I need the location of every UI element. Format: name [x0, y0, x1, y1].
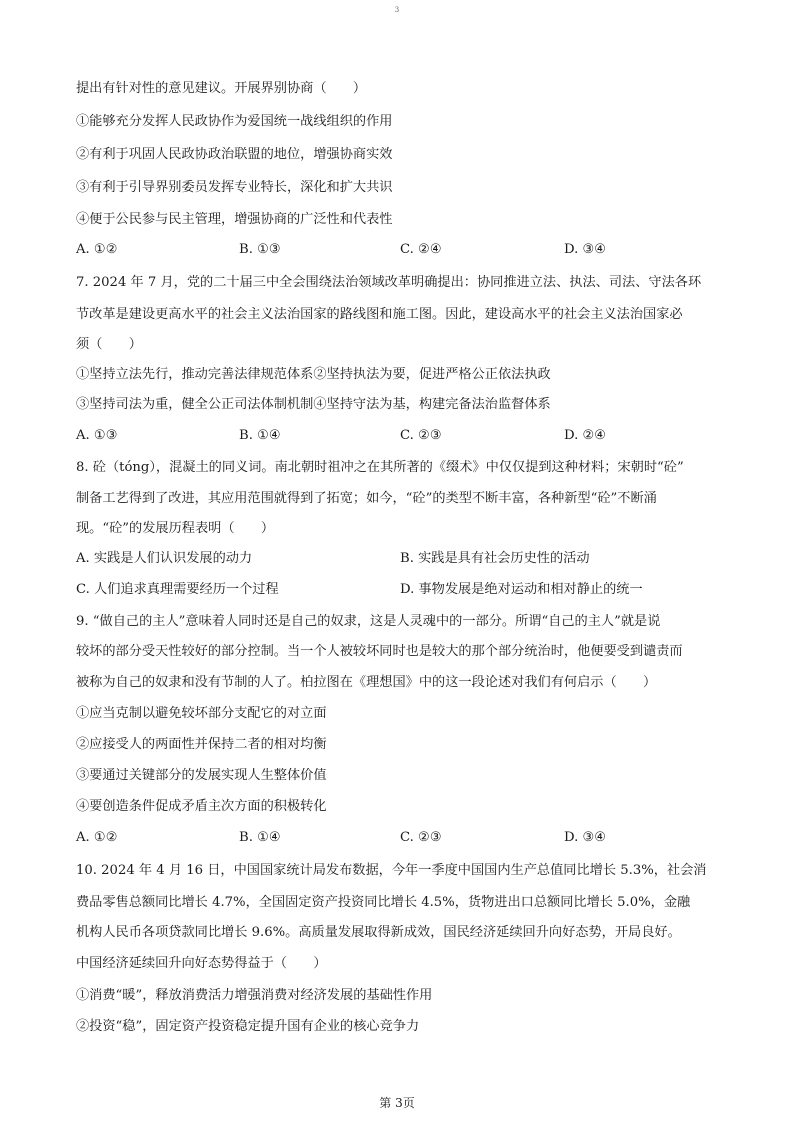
page-marker-top: 3 — [394, 6, 400, 14]
q7-stem-line-1: 7. 2024 年 7 月，党的二十届三中全会围绕法治领域改革明确提出：协同推进立法、执法、司法、守法各环 — [76, 275, 702, 290]
q9-statement-2: ②应接受人的两面性并保持二者的相对均衡 — [76, 737, 327, 752]
q6-statement-3: ③有利于引导界别委员发挥专业特长，深化和扩大共识 — [76, 180, 393, 195]
q8-stem-line-2: 制备工艺得到了改进，其应用范围就得到了拓宽；如今，“砼”的类型不断丰富，各种新型“砼”不断涌 — [76, 491, 657, 506]
q8-option-b[interactable]: B. 实践是具有社会历史性的活动 — [400, 551, 590, 566]
q9-stem-line-3: 被称为自己的奴隶和没有节制的人了。柏拉图在《理想国》中的这一段论述对我们有何启示（ ） — [76, 675, 657, 690]
q10-stem-line-2: 费品零售总额同比增长 4.7%，全国固定资产投资同比增长 4.5%，货物进出口总额同比增长 5.0%，金融 — [76, 895, 691, 910]
q8-options-row-1 — [76, 550, 736, 568]
q10-stem-line-3: 机构人民币各项贷款同比增长 9.6%。高质量发展取得新成效，国民经济延续回升向好态势，开局良好。 — [76, 925, 681, 940]
q8-option-d[interactable]: D. 事物发展是绝对运动和相对静止的统一 — [400, 582, 643, 597]
q6-statement-4: ④便于公民参与民主管理，增强协商的广泛性和代表性 — [76, 212, 393, 227]
q9-option-a[interactable]: A. ①② — [76, 830, 118, 845]
q10-stem-line-1: 10. 2024 年 4 月 16 日，中国国家统计局发布数据，今年一季度中国国内生产总值同比增长 5.3%，社会消 — [76, 863, 707, 878]
q9-option-b[interactable]: B. ①④ — [239, 830, 281, 845]
q6-option-d[interactable]: D. ③④ — [564, 242, 607, 257]
q7-statement-34: ③坚持司法为重，健全公正司法体制机制④坚持守法为基，构建完备法治监督体系 — [76, 397, 551, 412]
q6-option-c[interactable]: C. ②④ — [400, 242, 442, 257]
q10-stem-line-4: 中国经济延续回升向好态势得益于（ ） — [76, 956, 327, 971]
q9-option-d[interactable]: D. ③④ — [564, 830, 607, 845]
q7-statement-12: ①坚持立法先行，推动完善法律规范体系②坚持执法为要，促进严格公正依法执政 — [76, 367, 551, 382]
q8-options-row-2 — [76, 581, 736, 599]
q8-option-c[interactable]: C. 人们追求真理需要经历一个过程 — [76, 582, 279, 597]
q6-statement-1: ①能够充分发挥人民政协作为爱国统一战线组织的作用 — [76, 114, 393, 129]
q6-option-b[interactable]: B. ①③ — [239, 242, 281, 257]
q9-stem-line-2: 较坏的部分受天性较好的部分控制。当一个人被较坏同时也是较大的那个部分统治时，他便要受到谴责而 — [76, 644, 683, 659]
q6-options — [76, 241, 736, 259]
q6-statement-2: ②有利于巩固人民政协政治联盟的地位，增强协商实效 — [76, 147, 393, 162]
q7-stem-line-2: 节改革是建设更高水平的社会主义法治国家的路线图和施工图。因此，建设高水平的社会主义法治国家必 — [76, 307, 683, 322]
q9-option-c[interactable]: C. ②③ — [400, 830, 442, 845]
page-footer-number: 第 3页 — [379, 1096, 415, 1110]
q7-option-b[interactable]: B. ①④ — [239, 428, 281, 443]
q7-options — [76, 427, 736, 445]
q8-stem-line-1: 8. 砼（tóng），混凝土的同义词。南北朝时祖冲之在其所著的《缀术》中仅仅提到这种材料；宋朝时“砼” — [76, 460, 684, 475]
q9-statement-3: ③要通过关键部分的发展实现人生整体价值 — [76, 768, 327, 783]
q10-statement-1: ①消费“暖”，释放消费活力增强消费对经济发展的基础性作用 — [76, 988, 433, 1003]
q8-stem-line-3: 现。“砼”的发展历程表明（ ） — [76, 521, 275, 536]
q9-stem-line-1: 9. “做自己的主人”意味着人同时还是自己的奴隶，这是人灵魂中的一部分。所谓“自己的主人”就是说 — [76, 614, 661, 629]
q6-stem-tail: 提出有针对性的意见建议。开展界别协商（ ） — [76, 81, 367, 96]
q9-statement-4: ④要创造条件促成矛盾主次方面的积极转化 — [76, 799, 327, 814]
q7-option-d[interactable]: D. ②④ — [564, 428, 607, 443]
q9-options — [76, 829, 736, 847]
q8-option-a[interactable]: A. 实践是人们认识发展的动力 — [76, 551, 253, 566]
q7-stem-line-3: 须（ ） — [76, 337, 142, 352]
q7-option-a[interactable]: A. ①③ — [76, 428, 118, 443]
q7-option-c[interactable]: C. ②③ — [400, 428, 442, 443]
q9-statement-1: ①应当克制以避免较坏部分支配它的对立面 — [76, 706, 327, 721]
q10-statement-2: ②投资“稳”，固定资产投资稳定提升国有企业的核心竞争力 — [76, 1019, 420, 1034]
q6-option-a[interactable]: A. ①② — [76, 242, 118, 257]
